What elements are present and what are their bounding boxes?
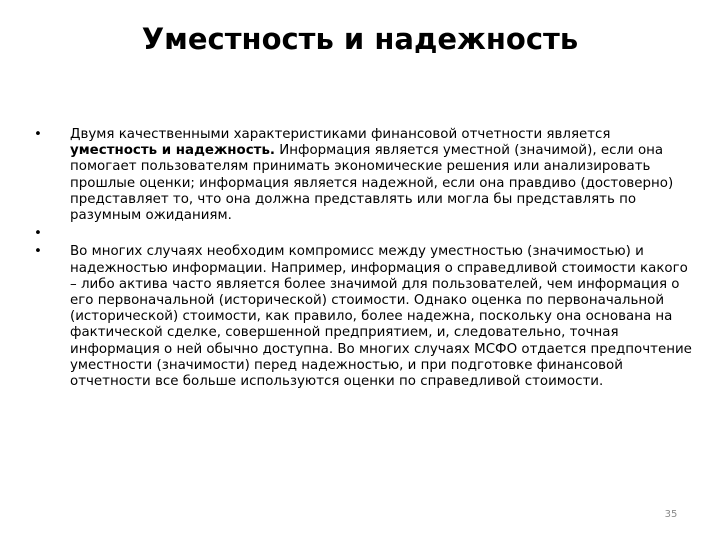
bullet-item-compromise <box>34 244 694 390</box>
bullet-list <box>34 127 694 390</box>
bullet-dot: • <box>34 127 42 142</box>
bullet-text-definition: Информация является уместной (значимой), если она помогает пользователям принимать экономические решения или анализировать прошлые оценки; информация является надежной, если она правдиво (достоверно) представляет то, что она должна представлять или могла бы представлять по разумным ожиданиям. <box>70 143 674 224</box>
bullet-text-intro: Двумя качественными характеристиками финансовой отчетности является <box>70 127 611 142</box>
page-number: 35 <box>664 509 678 520</box>
bullet-item-definition <box>34 127 694 224</box>
bullet-item-empty <box>34 226 694 242</box>
bullet-dot: • <box>34 244 42 260</box>
slide-title: Уместность и надежность <box>141 22 579 56</box>
bullet-dot: • <box>34 226 42 242</box>
bullet-text-bold-term: уместность и надежность. <box>70 143 275 159</box>
bullet-text-compromise: Во многих случаях необходим компромисс между уместностью (значимостью) и надежностью информации. Например, информация о справедливой стоимости какого – либо актива часто является более значимой для пользователей, чем информация о его первоначальной (исторической) стоимости. Однако оценка по первоначальной (исторической) стоимости, как правило, более надежна, поскольку она основана на фактической сделке, совершенной предприятием, и, следовательно, точная информация о ней обычно доступна. Во многих случаях МСФО отдается предпочтение уместности (значимости) перед надежностью, и при подготовке финансовой отчетности все больше используются оценки по справедливой стоимости. <box>70 244 692 390</box>
